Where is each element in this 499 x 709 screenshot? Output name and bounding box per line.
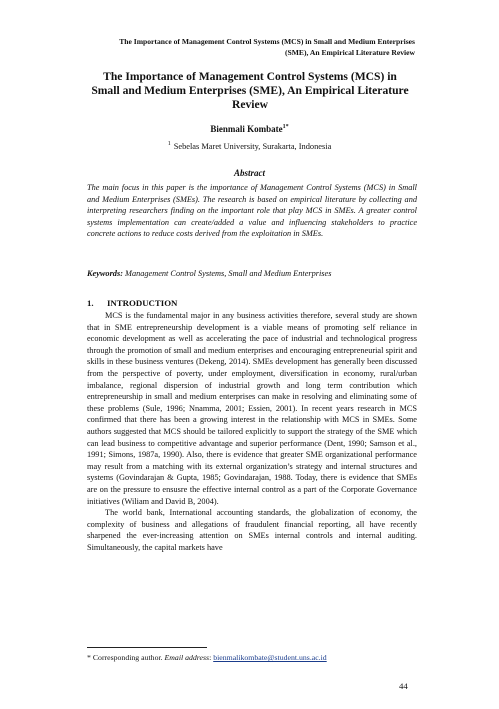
author: [0, 124, 499, 134]
body-paragraph: The world bank, International accounting standards, the globalization of economy, the complexity of business and allegations of fraudulent financial reporting, all have recently sharpened the ever-increasing attention on SMEs internal controls and internal auditing. Simultaneously, the capital markets have: [87, 508, 417, 552]
email-link[interactable]: bienmalikombate@student.uns.ac.id: [213, 653, 327, 662]
section-title: INTRODUCTION: [107, 298, 178, 308]
footnote-rule: [87, 647, 207, 648]
running-header-line2: (SME), An Empirical Literature Review: [285, 48, 415, 57]
body-text: [87, 310, 417, 553]
paper-title: The Importance of Management Control Systems (MCS) in Small and Medium Enterprises (SME), An Empirical Literature Review: [91, 70, 409, 111]
email-label: Email address: [164, 653, 210, 662]
footnote: * Corresponding author. Email address: bienmalikombate@student.uns.ac.id: [87, 653, 327, 662]
affiliation: [0, 141, 499, 151]
body-paragraph: MCS is the fundamental major in any business activities therefore, several study are shown that in SME entrepreneurship development is a viable means of promoting self reliance in economic development as well as accelerating the pace of industrial and technological progress through the promotion of small and medium enterprises and encouraging entrepreneurial spirit and skills in these business ventures (Dekeng, 2014). SMEs development has generally been discussed from the perspective of poverty, under employment, diversification in economy, rural/urban imbalance, regional dispersion of industrial growth and long term contribution which entrepreneurship in small and medium enterprises can make in resolving and eliminating some of these problems (Sule, 1996; Nnamma, 2001; Essien, 2001). In recent years research in MCS confirmed that there has been a growing interest in the relationship with MCS in SMEs. Some authors suggested that MCS should be tailored explicitly to support the strategy of the SME which can lead business to competitive advantage and superior performance (Dent, 1990; Samson et al., 1991; Simons, 1987a, 1990). Also, there is evidence that greater SME organizational performance may result from a matching with its external organization’s strategy and internal structures and systems (Govindarajan & Gupta, 1985; Govindarajan, 1988. Today, there is evidence that SMEs are on the pressure to ensusre the effective internal control as a part of the Corporate Governance initiatives (Wiliam and David B, 2004).: [87, 311, 417, 506]
keywords: [87, 268, 427, 279]
affiliation-marker: 1: [167, 141, 171, 147]
author-name: Bienmali Kombate: [210, 124, 283, 134]
section-number: 1.: [87, 298, 94, 308]
section-heading: [87, 298, 177, 308]
footnote-label: * Corresponding author.: [87, 653, 163, 662]
keywords-text: Management Control Systems, Small and Medium Enterprises: [125, 269, 332, 278]
running-header: [55, 36, 415, 58]
page-number: 44: [399, 681, 408, 691]
abstract-heading: Abstract: [233, 168, 265, 178]
running-header-line1: The Importance of Management Control Systems (MCS) in Small and Medium Enterprises: [119, 37, 415, 46]
keywords-label: Keywords:: [87, 269, 123, 278]
affiliation-text: Sebelas Maret University, Surakarta, Indonesia: [173, 141, 332, 151]
abstract-text: The main focus in this paper is the importance of Management Control Systems (MCS) in Small and Medium Enterprises (SMEs). The research is based on empirical literature by collecting and interpreting researchers finding on the important role that play MCS in SMEs. A greater control systems implementation can create/added a value and influencing stakeholders to practice concrete actions to reduce costs derived from the exploitation in SMEs.: [87, 183, 417, 239]
author-marker: 1*: [282, 124, 289, 130]
